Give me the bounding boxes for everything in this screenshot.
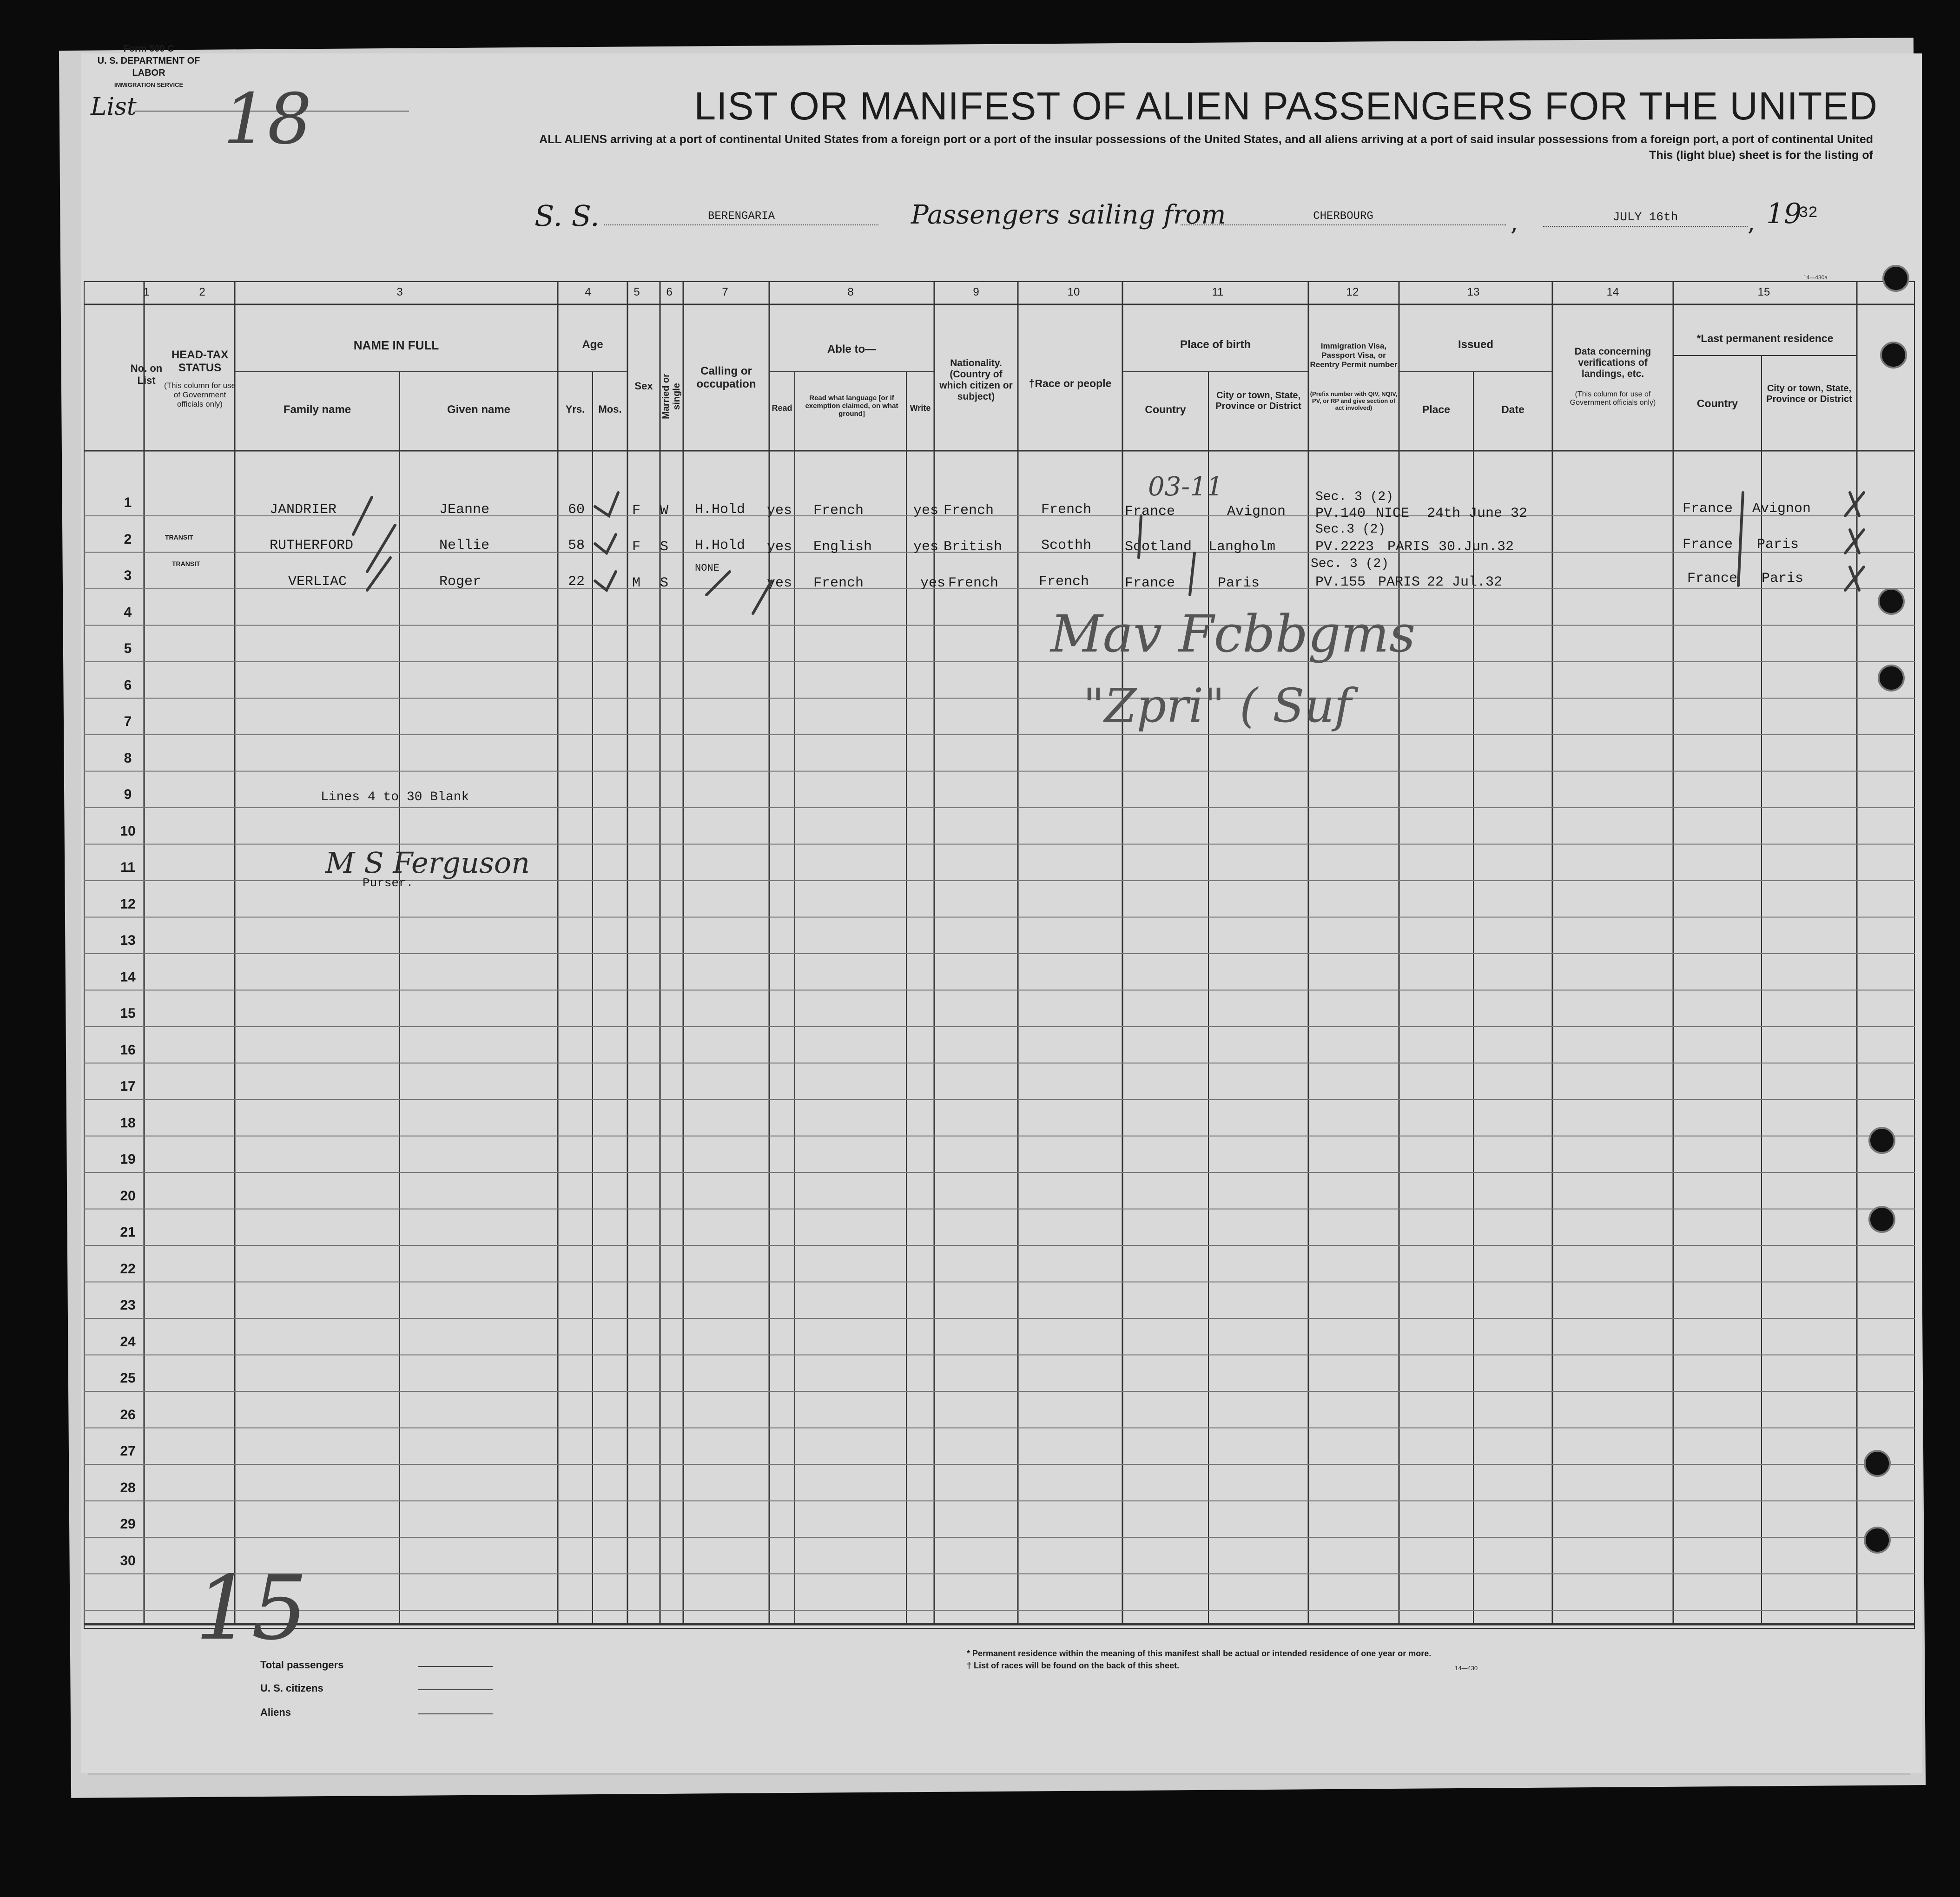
header-yrs: Yrs.: [565, 403, 585, 415]
us-citizens-label: U. S. citizens: [260, 1682, 323, 1694]
header-issued-date: Date: [1501, 403, 1524, 415]
row-3-res-city: Paris: [1762, 571, 1804, 586]
col-number-8: 8: [847, 286, 854, 298]
col-number-5: 5: [634, 286, 640, 298]
col-number-11: 11: [1212, 286, 1224, 298]
comma-separator-2: ,: [1748, 209, 1755, 236]
sailing-date: JULY 16th: [1543, 210, 1748, 227]
row-3-race: French: [1039, 574, 1089, 590]
total-passengers-label: Total passengers: [260, 1659, 344, 1671]
row-1-res-city: Avignon: [1752, 501, 1811, 517]
row-1-visa-section: Sec. 3 (2): [1315, 490, 1394, 504]
row-2-res-country: France: [1683, 537, 1733, 553]
row-2-sex: F: [632, 539, 641, 555]
row-3-res-country: France: [1687, 571, 1738, 586]
header-data-concerning: Data concerning verifications of landings, etc.: [1574, 346, 1651, 379]
row-number: 19: [120, 1152, 136, 1167]
row-number: 3: [124, 568, 132, 583]
row-2-issued-place: PARIS: [1387, 539, 1430, 555]
row-2-occupation: H.Hold: [695, 538, 746, 553]
row-3-headtax: TRANSIT: [172, 560, 200, 567]
row-2-race: Scothh: [1041, 538, 1092, 553]
header-read: Read: [772, 403, 792, 413]
row-3-given: Roger: [439, 574, 482, 590]
col-number-7: 7: [722, 286, 728, 298]
row-number: 13: [120, 933, 136, 948]
handwritten-note-2: "Zpri" ( Suf: [1083, 678, 1352, 733]
binder-hole: [1878, 588, 1905, 615]
binder-hole: [1878, 665, 1905, 692]
header-mos: Mos.: [598, 403, 622, 415]
row-number: 4: [124, 604, 132, 620]
aliens-line: [418, 1713, 493, 1714]
row-3-birth-city: Paris: [1218, 575, 1260, 591]
intro-line-1: ALL ALIENS arriving at a port of continental United States from a foreign port or a port of the insular possessions of the United States, and all aliens arriving at a port of said insular possessions from a foreign port, a port of continental United: [539, 133, 1873, 146]
header-sex: Sex: [634, 380, 653, 392]
row-number: 20: [120, 1188, 136, 1204]
row-3-family: VERLIAC: [288, 574, 347, 590]
row-3-visa: PV.155: [1315, 574, 1366, 590]
row-3-birth-country: France: [1125, 575, 1175, 591]
row-1-issued-date: 24th June 32: [1427, 506, 1528, 521]
service: IMMIGRATION SERVICE: [114, 81, 184, 88]
row-2-language: English: [813, 539, 872, 555]
row-1-read: yes: [767, 503, 792, 519]
year-suffix: 32: [1799, 204, 1818, 222]
purser-label: Purser.: [363, 876, 414, 890]
blank-lines-note: Lines 4 to 30 Blank: [321, 790, 469, 804]
footnote-residence: * Permanent residence within the meaning of this manifest shall be actual or intended residence of one year or more.: [967, 1649, 1432, 1658]
row-1-given: JEanne: [439, 502, 490, 518]
col-number-10: 10: [1067, 286, 1080, 298]
handwritten-birth-code: 03-11: [1148, 472, 1223, 502]
row-3-language: French: [813, 575, 864, 591]
comma-separator: ,: [1511, 209, 1518, 236]
col-number-15: 15: [1757, 286, 1770, 298]
header-issued: Issued: [1458, 338, 1494, 351]
col-number-9: 9: [973, 286, 979, 298]
purser-signature: M S Ferguson: [325, 846, 530, 880]
header-given-name: Given name: [447, 403, 511, 416]
row-number: 16: [120, 1042, 136, 1058]
row-number: 15: [120, 1006, 136, 1021]
form-number: Form 500 C: [123, 44, 174, 54]
row-3-nationality: French: [948, 575, 999, 591]
row-number: 30: [120, 1553, 136, 1568]
header-visa-note: (Prefix number with QIV, NQIV, PV, or RP and give section of act involved): [1310, 390, 1398, 411]
col-number-2: 2: [199, 286, 205, 298]
ship-name: BERENGARIA: [604, 210, 878, 225]
us-citizens-line: [418, 1689, 493, 1690]
header-res-city: City or town, State, Province or District: [1766, 383, 1852, 404]
row-3-issued-place: PARIS: [1378, 574, 1420, 590]
header-age: Age: [582, 338, 603, 351]
row-1-age: 60: [568, 502, 585, 518]
page-title: LIST OR MANIFEST OF ALIEN PASSENGERS FOR THE UNITED: [694, 84, 1878, 128]
row-3-write: yes: [920, 575, 946, 591]
col-number-1: 1: [143, 286, 150, 298]
row-number: 1: [124, 495, 132, 510]
row-number: 11: [120, 860, 135, 875]
row-1-birth-country: France: [1125, 504, 1175, 520]
form-code: 14—430a: [1803, 274, 1828, 281]
row-number: 14: [120, 969, 136, 985]
binder-hole: [1864, 1527, 1891, 1554]
row-number: 12: [120, 896, 136, 912]
col-number-6: 6: [666, 286, 673, 298]
row-1-status: W: [660, 503, 669, 519]
row-number: 9: [124, 787, 132, 802]
header-calling: Calling or occupation: [696, 365, 756, 390]
row-2-headtax: TRANSIT: [165, 534, 193, 541]
row-2-status: S: [660, 539, 669, 555]
row-number: 6: [124, 677, 132, 693]
row-number: 28: [120, 1480, 136, 1495]
row-number: 7: [124, 714, 132, 729]
row-number: 23: [120, 1298, 136, 1313]
header-race: †Race or people: [1029, 377, 1112, 389]
header-last-residence: *Last permanent residence: [1696, 332, 1834, 344]
row-1-res-country: France: [1683, 501, 1733, 517]
row-2-issued-date: 30.Jun.32: [1439, 539, 1514, 555]
header-family-name: Family name: [283, 403, 351, 416]
col-number-13: 13: [1467, 286, 1480, 298]
header-able-to: Able to—: [827, 343, 877, 356]
row-number: 8: [124, 750, 132, 766]
binder-hole: [1882, 265, 1909, 292]
col-number-4: 4: [585, 286, 591, 298]
header-write: Write: [910, 403, 931, 413]
row-2-birth-city: Langholm: [1208, 539, 1276, 555]
row-1-family: JANDRIER: [270, 502, 337, 518]
row-2-visa: PV.2223: [1315, 539, 1374, 555]
row-2-birth-country: Scotland: [1125, 539, 1192, 555]
binder-hole: [1880, 342, 1907, 369]
binder-hole: [1868, 1206, 1895, 1233]
col-number-3: 3: [396, 286, 403, 298]
handwritten-total: 15: [195, 1557, 308, 1660]
header-nationality: Nationality. (Country of which citizen or subject): [939, 358, 1013, 402]
header-birth-country: Country: [1145, 403, 1186, 415]
row-1-issued-place: NICE: [1376, 506, 1410, 521]
row-3-read: yes: [767, 575, 792, 591]
header-issued-place: Place: [1422, 403, 1451, 415]
binder-hole: [1864, 1450, 1891, 1477]
handwritten-marks: [149, 474, 1868, 1087]
header-head-tax-note: (This column for use of Government officials only): [164, 381, 236, 408]
row-number: 29: [120, 1516, 136, 1532]
header-married: Married or single: [661, 374, 682, 419]
row-2-nationality: British: [944, 539, 1003, 555]
row-2-visa-section: Sec.3 (2): [1315, 522, 1386, 537]
col-number-12: 12: [1346, 286, 1359, 298]
col-number-14: 14: [1606, 286, 1619, 298]
header-res-country: Country: [1696, 397, 1738, 409]
intro-line-2: This (light blue) sheet is for the listing of: [1649, 149, 1873, 162]
row-1-race: French: [1041, 502, 1092, 518]
header-read-language: Read what language [or if exemption claimed, on what ground]: [805, 394, 898, 418]
row-number: 26: [120, 1407, 136, 1423]
header-no-on-list: No. on List: [130, 362, 163, 386]
form-identifier: [88, 43, 209, 91]
sailing-label: Passengers sailing from: [911, 200, 1226, 230]
header-head-tax: HEAD-TAX STATUS: [171, 349, 229, 374]
row-number: 27: [120, 1443, 136, 1459]
row-2-family: RUTHERFORD: [270, 538, 354, 553]
row-2-res-city: Paris: [1757, 537, 1799, 553]
row-3-age: 22: [568, 574, 585, 590]
row-number: 2: [124, 531, 132, 547]
row-number: 17: [120, 1079, 136, 1094]
footer-form-code: 14—430: [1455, 1665, 1478, 1672]
row-2-age: 58: [568, 538, 585, 553]
aliens-label: Aliens: [260, 1706, 291, 1718]
total-passengers-line: [418, 1666, 493, 1667]
footnote-races: † List of races will be found on the back of this sheet.: [967, 1661, 1180, 1670]
row-number: 22: [120, 1261, 136, 1277]
row-number: 10: [120, 823, 136, 839]
list-label: List: [91, 93, 137, 121]
row-2-read: yes: [767, 539, 792, 555]
row-1-write: yes: [913, 503, 939, 519]
row-3-sex: M: [632, 575, 641, 591]
list-number-handwritten: 18: [223, 79, 312, 160]
row-2-write: yes: [913, 539, 939, 555]
row-2-given: Nellie: [439, 538, 490, 553]
row-number: 5: [124, 641, 132, 656]
row-1-visa: PV.140: [1315, 506, 1366, 521]
year-prefix: 19: [1766, 198, 1802, 230]
row-number: 18: [120, 1115, 136, 1131]
footnotes: [967, 1647, 1431, 1672]
handwritten-note: Mav Fcbbgms: [1050, 604, 1416, 664]
ss-label: S. S.: [535, 199, 600, 233]
row-1-sex: F: [632, 503, 641, 519]
row-3-visa-section: Sec. 3 (2): [1311, 557, 1389, 571]
row-3-status: S: [660, 575, 669, 591]
port-name: CHERBOURG: [1181, 210, 1506, 225]
row-1-nationality: French: [944, 503, 994, 519]
header-data-note: (This column for use of Government officials only): [1570, 390, 1656, 407]
header-birth-city: City or town, State, Province or District: [1215, 390, 1301, 411]
header-visa: Immigration Visa, Passport Visa, or Reentry Permit number: [1310, 342, 1398, 369]
binder-hole: [1868, 1127, 1895, 1154]
row-3-occupation: NONE: [695, 562, 719, 574]
row-number: 21: [120, 1225, 136, 1240]
row-number: 25: [120, 1370, 136, 1386]
header-name-in-full: NAME IN FULL: [353, 338, 439, 352]
intro-text: [325, 132, 1873, 163]
row-1-birth-city: Avignon: [1227, 504, 1286, 520]
row-number: 24: [120, 1334, 136, 1350]
department: U. S. DEPARTMENT OF LABOR: [97, 56, 200, 78]
row-3-issued-date: 22 Jul.32: [1427, 574, 1503, 590]
header-place-of-birth: Place of birth: [1180, 338, 1251, 351]
row-1-occupation: H.Hold: [695, 502, 746, 518]
row-1-language: French: [813, 503, 864, 519]
